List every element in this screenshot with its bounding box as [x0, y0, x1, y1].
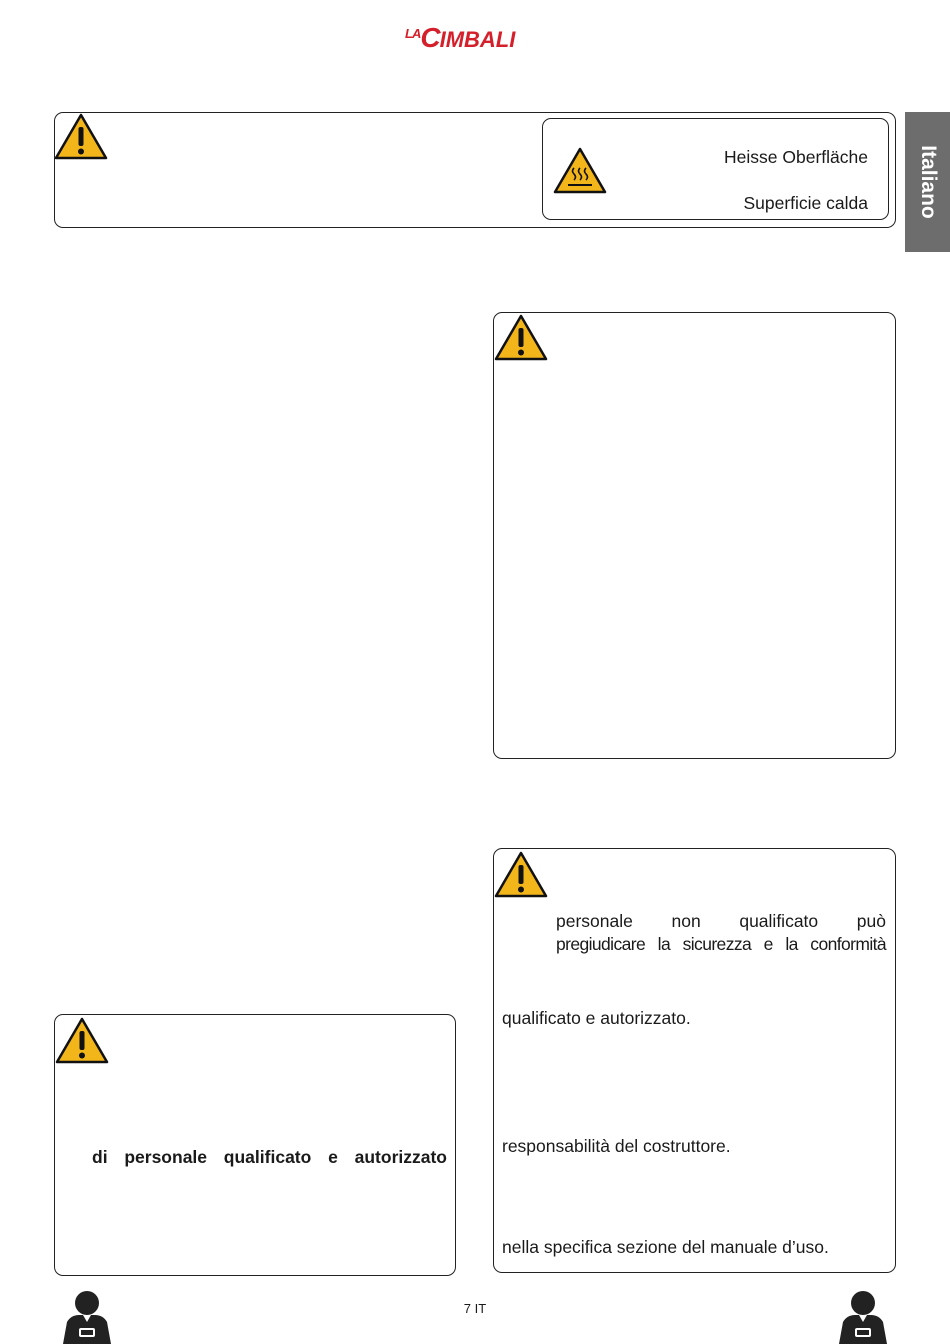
logo-c: C: [420, 22, 440, 53]
left-lower-warning-box: [54, 1014, 456, 1276]
right-lower-line-2: pregiudicare la sicurezza e la conformità: [556, 934, 886, 954]
brand-logo: [405, 22, 550, 56]
right-middle-warning-box: [493, 312, 896, 759]
right-lower-text-c: nella specifica sezione del manuale d’uso.: [502, 1237, 829, 1257]
warning-icon: [494, 313, 548, 361]
logo-la: LA: [405, 26, 421, 41]
right-lower-text-b: responsabilità del costruttore.: [502, 1136, 731, 1156]
warning-icon: [55, 1016, 109, 1064]
language-tab-label: Italiano: [916, 145, 940, 219]
barista-icon: [833, 1288, 893, 1344]
hot-surface-label-it: Superficie calda: [743, 193, 868, 213]
right-lower-line-1: personale non qualificato può: [556, 911, 886, 931]
right-lower-text-a: qualificato e autorizzato.: [502, 1008, 691, 1028]
hot-surface-icon: [553, 146, 607, 194]
left-lower-bold-text: di personale qualificato e autorizzato: [92, 1147, 447, 1167]
barista-icon: [57, 1288, 117, 1344]
warning-icon: [494, 850, 548, 898]
page-number: 7 IT: [463, 1301, 487, 1316]
logo-rest: IMBALI: [439, 27, 516, 52]
warning-icon: [54, 112, 108, 160]
language-tab[interactable]: [905, 112, 950, 252]
hot-surface-label-de: Heisse Oberfläche: [724, 147, 868, 167]
